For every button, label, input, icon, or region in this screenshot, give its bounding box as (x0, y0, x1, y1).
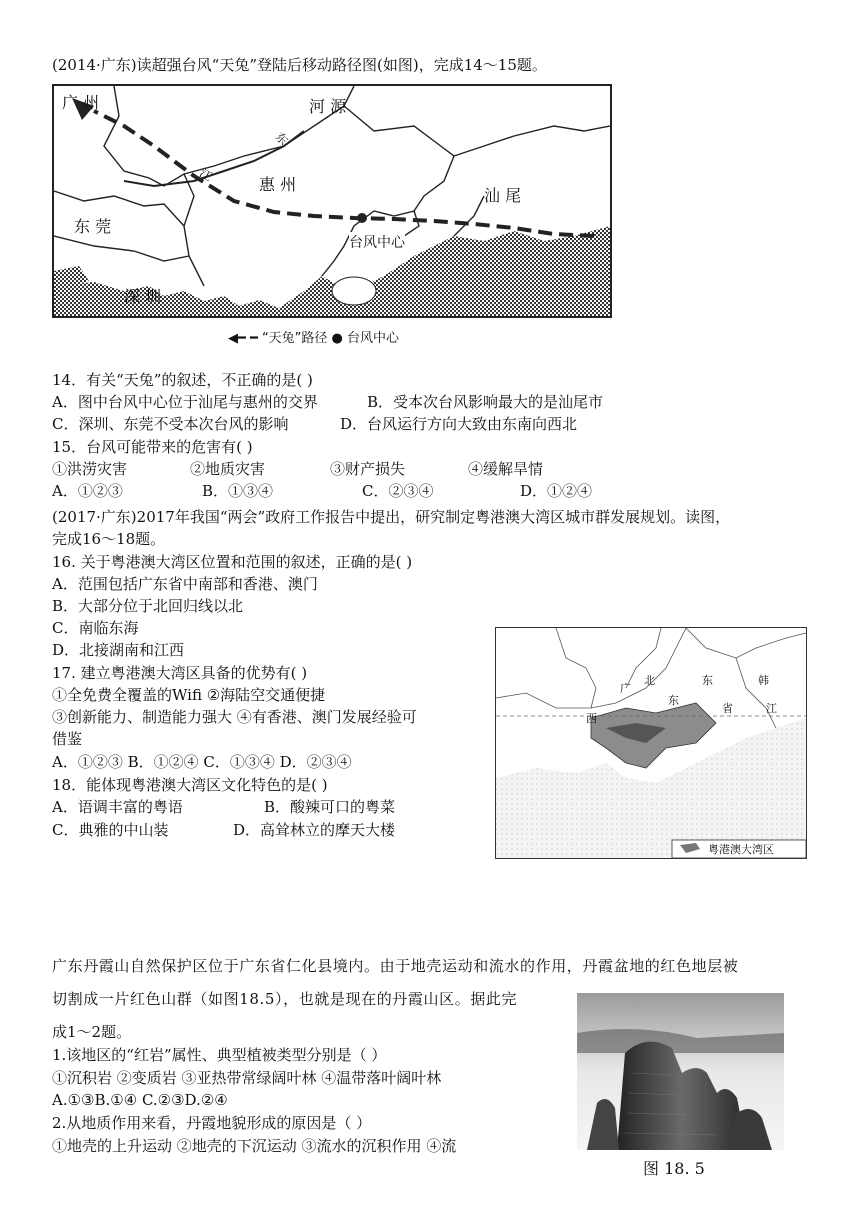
q16-stem: 16. 关于粤港澳大湾区位置和范围的叙述，正确的是( ) (52, 553, 413, 571)
q15-stem: 15．台风可能带来的危害有( ) (52, 438, 253, 456)
q14-option-a: A．图中台风中心位于汕尾与惠州的交界 (52, 393, 318, 411)
dashed-arrow-icon: ◀━ ━ (228, 331, 258, 346)
q14-stem: 14．有关“天兔”的叙述，不正确的是( ) (52, 371, 313, 389)
map-label-heyuan: 河 源 (309, 97, 347, 116)
danxia-photo-graphic (577, 993, 784, 1150)
q15-option-b: B．①③④ (202, 482, 274, 500)
bay-map-label-sheng: 省 (722, 702, 733, 715)
q17-options: A．①②③ B．①②④ C．①③④ D．②③④ (52, 753, 352, 771)
figure-caption: 图 18. 5 (643, 1159, 705, 1178)
section3-intro-line3: 成1～2题。 (52, 1023, 132, 1041)
greater-bay-area-map (495, 627, 807, 859)
typhoon-map-graphic (54, 86, 610, 316)
bay-map-label-guang: 广 (620, 682, 631, 695)
q15-item-4: ④缓解旱情 (468, 460, 544, 478)
q15-item-3: ③财产损失 (330, 460, 406, 478)
q1-items: ①沉积岩 ②变质岩 ③亚热带常绿阔叶林 ④温带落叶阔叶林 (52, 1069, 442, 1087)
q16-option-c: C．南临东海 (52, 619, 139, 637)
q14-option-c: C．深圳、东莞不受本次台风的影响 (52, 415, 289, 433)
map-label-shanwei: 汕 尾 (484, 186, 522, 205)
bay-area-map-graphic (496, 628, 806, 858)
q17-items-line3: 借鉴 (52, 730, 83, 748)
bay-map-label-xi: 西 (586, 712, 597, 725)
q15-item-1: ①洪涝灾害 (52, 460, 128, 478)
q16-option-a: A．范围包括广东省中南部和香港、澳门 (52, 575, 318, 593)
q18-option-b: B．酸辣可口的粤菜 (264, 798, 396, 816)
section3-intro-line2: 切割成一片红色山群（如图18.5），也就是现在的丹霞山区。据此完 (52, 990, 518, 1008)
q15-option-a: A．①②③ (52, 482, 123, 500)
q18-option-a: A．语调丰富的粤语 (52, 798, 183, 816)
q17-items-line1: ①全免费全覆盖的Wifi ②海陆空交通便捷 (52, 686, 326, 704)
q18-option-d: D．高耸林立的摩天大楼 (233, 821, 396, 839)
q18-option-c: C．典雅的中山装 (52, 821, 169, 839)
q1-options: A.①③B.①④ C.②③D.②④ (52, 1091, 228, 1109)
map-label-shenzhen: 深 圳 (124, 287, 162, 306)
bay-map-legend: 粤港澳大湾区 (708, 843, 774, 856)
q17-items-line2: ③创新能力、制造能力强大 ④有香港、澳门发展经验可 (52, 708, 417, 726)
q2-items: ①地壳的上升运动 ②地壳的下沉运动 ③流水的沉积作用 ④流 (52, 1137, 457, 1155)
typhoon-path-map (52, 84, 612, 318)
q14-option-b: B．受本次台风影响最大的是汕尾市 (367, 393, 604, 411)
bay-map-label-han: 韩 (758, 674, 769, 687)
bay-map-label-jiang: 江 (766, 702, 777, 715)
q2-stem: 2.从地质作用来看，丹霞地貌形成的原因是（ ） (52, 1114, 372, 1132)
bay-map-label-bei: 北 (644, 674, 655, 687)
q16-option-b: B．大部分位于北回归线以北 (52, 597, 244, 615)
q18-stem: 18．能体现粤港澳大湾区文化特色的是( ) (52, 776, 328, 794)
q14-option-d: D．台风运行方向大致由东南向西北 (340, 415, 578, 433)
q17-stem: 17. 建立粤港澳大湾区具备的优势有( ) (52, 664, 308, 682)
legend-text: “天兔”路径 ● 台风中心 (261, 331, 400, 346)
q15-option-d: D．①②④ (520, 482, 593, 500)
section1-intro: (2014·广东)读超强台风“天兔”登陆后移动路径图(如图)，完成14～15题。 (52, 56, 547, 74)
q16-option-d: D．北接湖南和江西 (52, 641, 185, 659)
section2-intro-line2: 完成16～18题。 (52, 530, 166, 548)
map-label-dongguan: 东 莞 (74, 217, 112, 236)
q1-stem: 1.该地区的“红岩”属性、典型植被类型分别是（ ） (52, 1046, 387, 1064)
danxia-mountain-photo (577, 993, 784, 1150)
section3-intro-line1: 广东丹霞山自然保护区位于广东省仁化县境内。由于地壳运动和流水的作用，丹霞盆地的红色地层被 (52, 957, 739, 975)
map-label-huizhou: 惠 州 (259, 175, 297, 194)
q15-option-c: C．②③④ (362, 482, 434, 500)
map-label-jiang: 江 (197, 165, 215, 184)
map-label-typhoon-center: 台风中心 (349, 232, 405, 252)
map-label-guangzhou: 广 州 (62, 93, 100, 112)
bay-map-label-dong2: 东 (702, 674, 713, 687)
section2-intro-line1: (2017·广东)2017年我国“两会”政府工作报告中提出，研究制定粤港澳大湾区城市群发展规划。读图， (52, 508, 731, 526)
typhoon-map-legend (228, 327, 399, 346)
q15-item-2: ②地质灾害 (190, 460, 266, 478)
map-label-dong: 东 (272, 129, 291, 149)
bay-map-label-dong: 东 (668, 694, 679, 707)
